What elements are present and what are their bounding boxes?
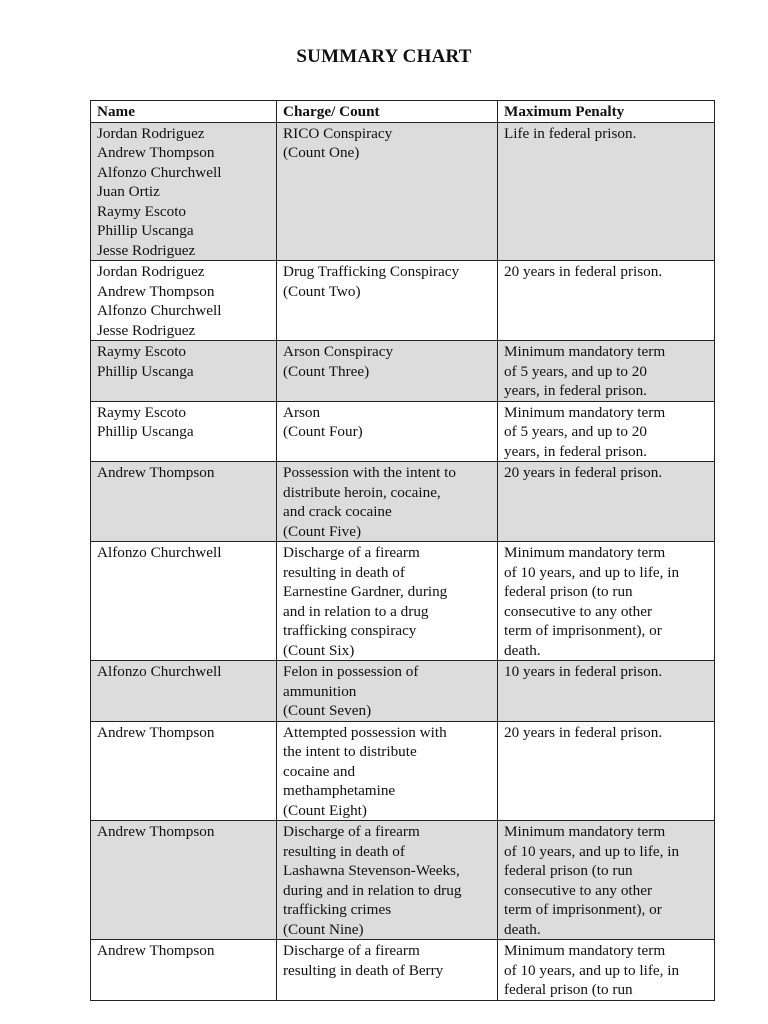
charge-cell-line: ammunition (283, 682, 357, 700)
name-cell-line: Alfonzo Churchwell (97, 302, 222, 319)
charge-cell-line: and crack cocaine (283, 503, 392, 520)
penalty-cell-line: years, in federal prison. (504, 382, 647, 399)
name-cell-line: Jesse Rodriguez (97, 321, 196, 339)
charge-cell-line: (Count Two) (283, 282, 361, 300)
name-cell-line: Andrew Thompson (97, 942, 215, 959)
name-cell-line: Andrew Thompson (97, 723, 215, 741)
charge-cell-line: (Count Five) (283, 522, 362, 540)
penalty-cell (498, 341, 715, 402)
charge-cell-line: Arson (283, 403, 321, 421)
page-title: SUMMARY CHART (296, 46, 472, 67)
charge-cell-line: (Count Six) (283, 641, 355, 659)
charge-cell-line: trafficking crimes (283, 901, 392, 918)
name-cell (91, 661, 277, 722)
penalty-cell (498, 401, 715, 462)
penalty-cell-line: of 10 years, and up to life, in (504, 842, 680, 860)
charge-cell (277, 462, 498, 542)
name-cell-line: Alfonzo Churchwell (97, 163, 222, 181)
penalty-cell-line: years, in federal prison. (504, 442, 647, 460)
table-row (91, 122, 715, 261)
name-cell-line: Phillip Uscanga (97, 362, 194, 380)
table-row (91, 341, 715, 402)
penalty-cell (498, 261, 715, 341)
table-row (91, 261, 715, 341)
header-charge-count: Charge/ Count (277, 101, 498, 123)
name-cell (91, 940, 277, 1001)
charge-cell-line: (Count Seven) (283, 702, 372, 719)
charge-cell-line: RICO Conspiracy (283, 124, 393, 142)
penalty-cell-line: federal prison (to run (504, 583, 633, 600)
charge-cell-line: Possession with the intent to (283, 464, 456, 481)
charge-cell (277, 821, 498, 940)
charge-cell-line: Earnestine Gardner, during (283, 583, 448, 600)
charge-cell-line: (Count One) (283, 144, 360, 161)
charge-cell-line: Lashawna Stevenson-Weeks, (283, 862, 460, 879)
table-row (91, 401, 715, 462)
name-cell (91, 821, 277, 940)
penalty-cell-line: Minimum mandatory term (504, 403, 666, 421)
name-cell (91, 462, 277, 542)
name-cell-line: Raymy Escoto (97, 343, 187, 360)
name-cell-line: Alfonzo Churchwell (97, 663, 222, 680)
charge-cell-line: Arson Conspiracy (283, 343, 394, 360)
penalty-cell (498, 542, 715, 661)
penalty-cell-line: Minimum mandatory term (504, 942, 666, 959)
charge-cell (277, 341, 498, 402)
table-row (91, 821, 715, 940)
charge-cell (277, 542, 498, 661)
table-row (91, 542, 715, 661)
charge-cell-line: the intent to distribute (283, 743, 417, 760)
penalty-cell-line: term of imprisonment), or (504, 622, 662, 639)
name-cell-line: Phillip Uscanga (97, 423, 194, 440)
name-cell-line: Raymy Escoto (97, 202, 187, 220)
penalty-cell-line: of 10 years, and up to life, in (504, 563, 680, 581)
penalty-cell-line: 20 years in federal prison. (504, 723, 663, 741)
charge-cell-line: distribute heroin, cocaine, (283, 483, 441, 501)
header-maximum-penalty: Maximum Penalty (498, 101, 715, 123)
charge-cell-line: Discharge of a firearm (283, 942, 420, 959)
penalty-cell-line: 10 years in federal prison. (504, 663, 663, 680)
charge-cell-line: and in relation to a drug (283, 602, 429, 620)
name-cell-line: Andrew Thompson (97, 282, 215, 300)
charge-cell-line: (Count Four) (283, 423, 363, 440)
penalty-cell-line: 20 years in federal prison. (504, 263, 663, 280)
penalty-cell (498, 940, 715, 1001)
charge-cell (277, 122, 498, 261)
charge-cell-line: Attempted possession with (283, 723, 447, 741)
charge-cell (277, 661, 498, 722)
table-row (91, 940, 715, 1001)
charge-cell (277, 401, 498, 462)
name-cell-line: Andrew Thompson (97, 464, 215, 481)
penalty-cell (498, 821, 715, 940)
penalty-cell-line: death. (504, 920, 541, 938)
charge-cell (277, 721, 498, 821)
penalty-cell (498, 122, 715, 261)
penalty-cell-line: of 10 years, and up to life, in (504, 961, 680, 979)
penalty-cell-line: Life in federal prison. (504, 124, 637, 142)
charge-cell-line: trafficking conspiracy (283, 622, 417, 639)
name-cell (91, 542, 277, 661)
penalty-cell-line: Minimum mandatory term (504, 544, 666, 561)
table-row (91, 661, 715, 722)
header-name: Name (91, 101, 277, 123)
penalty-cell-line: 20 years in federal prison. (504, 464, 663, 481)
name-cell-line: Jesse Rodriguez (97, 241, 196, 259)
penalty-cell-line: Minimum mandatory term (504, 823, 666, 840)
penalty-cell-line: term of imprisonment), or (504, 901, 662, 918)
penalty-cell-line: consecutive to any other (504, 602, 653, 620)
charge-cell-line: (Count Eight) (283, 801, 367, 819)
charge-cell-line: Discharge of a firearm (283, 544, 420, 561)
charge-cell-line: resulting in death of (283, 563, 405, 581)
penalty-cell-line: of 5 years, and up to 20 (504, 362, 647, 380)
table-row (91, 462, 715, 542)
penalty-cell-line: federal prison (to run (504, 862, 633, 879)
penalty-cell (498, 661, 715, 722)
charge-cell (277, 261, 498, 341)
penalty-cell-line: consecutive to any other (504, 881, 653, 899)
penalty-cell-line: of 5 years, and up to 20 (504, 423, 647, 440)
name-cell-line: Raymy Escoto (97, 403, 187, 421)
charge-cell-line: resulting in death of Berry (283, 961, 444, 979)
penalty-cell (498, 462, 715, 542)
name-cell-line: Andrew Thompson (97, 823, 215, 840)
name-cell (91, 122, 277, 261)
charge-cell-line: Discharge of a firearm (283, 823, 420, 840)
name-cell-line: Jordan Rodriguez (97, 263, 205, 280)
summary-table (90, 100, 715, 1001)
name-cell (91, 261, 277, 341)
name-cell-line: Phillip Uscanga (97, 222, 194, 239)
name-cell (91, 401, 277, 462)
charge-cell-line: during and in relation to drug (283, 881, 462, 899)
penalty-cell-line: Minimum mandatory term (504, 343, 666, 360)
penalty-cell (498, 721, 715, 821)
penalty-cell-line: federal prison (to run (504, 981, 633, 998)
name-cell-line: Alfonzo Churchwell (97, 544, 222, 561)
charge-cell-line: methamphetamine (283, 782, 396, 799)
charge-cell-line: cocaine and (283, 762, 356, 780)
charge-cell-line: Felon in possession of (283, 663, 419, 680)
penalty-cell-line: death. (504, 641, 541, 659)
charge-cell-line: (Count Three) (283, 362, 370, 380)
table-row (91, 721, 715, 821)
name-cell (91, 341, 277, 402)
charge-cell (277, 940, 498, 1001)
table-header-row (91, 101, 715, 123)
charge-cell-line: Drug Trafficking Conspiracy (283, 263, 460, 280)
charge-cell-line: resulting in death of (283, 842, 405, 860)
charge-cell-line: (Count Nine) (283, 920, 364, 938)
name-cell (91, 721, 277, 821)
name-cell-line: Jordan Rodriguez (97, 124, 205, 142)
name-cell-line: Andrew Thompson (97, 144, 215, 161)
name-cell-line: Juan Ortiz (97, 183, 160, 200)
